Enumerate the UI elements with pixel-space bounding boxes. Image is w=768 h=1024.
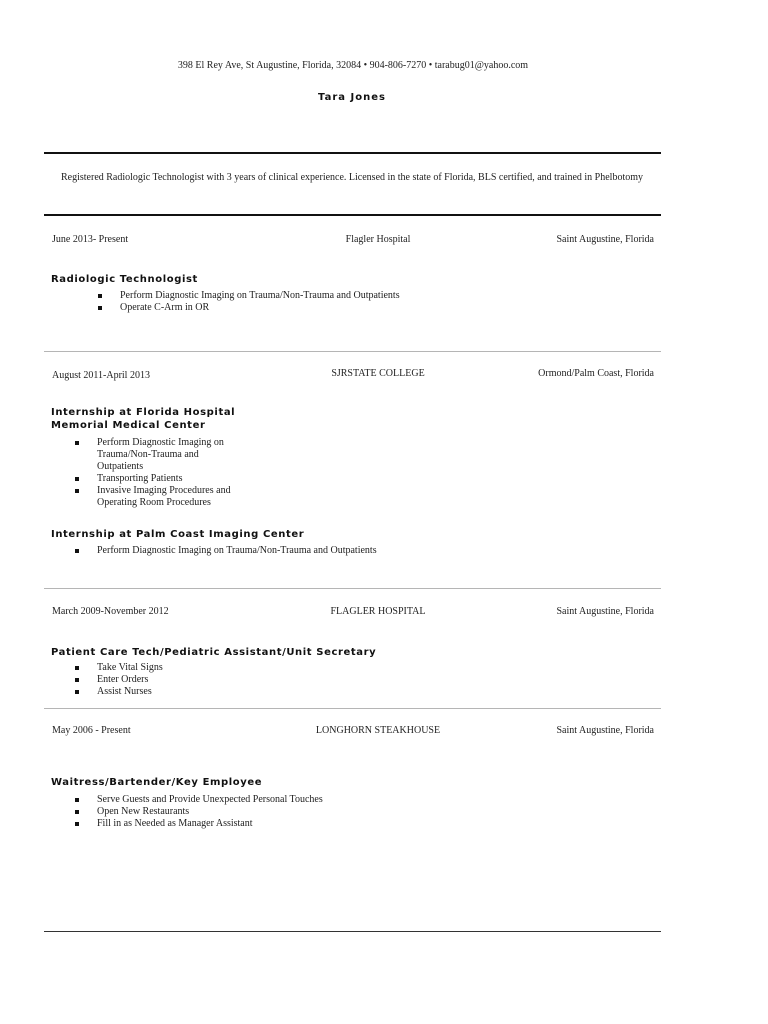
bullet-icon [75,678,79,682]
list-item: Perform Diagnostic Imaging on Trauma/Non-Trauma and Outpatients [75,437,232,473]
divider [44,152,661,154]
bullet-icon [75,690,79,694]
bullet-icon [75,549,79,553]
list-item: Perform Diagnostic Imaging on Trauma/Non-Trauma and Outpatients [98,290,400,302]
job-title: Internship at Florida Hospital [51,407,236,418]
divider [44,351,661,352]
bullet-icon [75,798,79,802]
organization: FLAGLER HOSPITAL [330,606,426,617]
job-title: Radiologic Technologist [51,274,198,285]
bullet-icon [75,489,79,493]
dates: May 2006 - Present [52,725,131,736]
bullet-icon [75,666,79,670]
dates: August 2011-April 2013 [52,370,150,381]
list-item: Fill in as Needed as Manager Assistant [75,818,323,830]
bullet-icon [75,810,79,814]
duty-list [75,545,377,557]
bullet-icon [75,441,79,445]
list-item: Serve Guests and Provide Unexpected Personal Touches [75,794,323,806]
location: Ormond/Palm Coast, Florida [538,368,654,379]
job-title: Patient Care Tech/Pediatric Assistant/Unit Secretary [51,647,377,658]
divider [44,214,661,216]
list-item: Transporting Patients [75,473,232,485]
bullet-icon [75,822,79,826]
dates: June 2013- Present [52,234,129,245]
location: Saint Augustine, Florida [556,725,654,736]
job-title: Internship at Palm Coast Imaging Center [51,529,305,540]
duty-list [75,662,163,698]
list-item: Enter Orders [75,674,163,686]
location: Saint Augustine, Florida [556,606,654,617]
location: Saint Augustine, Florida [556,234,654,245]
bullet-icon [98,306,102,310]
duty-list [75,794,323,830]
contact-line: 398 El Rey Ave, St Augustine, Florida, 32084 • 904-806-7270 • tarabug01@yahoo.com [177,60,529,71]
list-item: Invasive Imaging Procedures and Operating Room Procedures [75,485,232,509]
job-title: Waitress/Bartender/Key Employee [51,777,263,788]
list-item: Perform Diagnostic Imaging on Trauma/Non-Trauma and Outpatients [75,545,377,557]
organization: SJRSTATE COLLEGE [331,368,425,379]
candidate-name: Tara Jones [318,92,386,103]
duty-list [75,437,232,509]
divider [44,931,661,932]
divider [44,588,661,589]
organization: LONGHORN STEAKHOUSE [315,725,441,736]
list-item: Operate C-Arm in OR [98,302,400,314]
bullet-icon [98,294,102,298]
summary: Registered Radiologic Technologist with 3 years of clinical experience. Licensed in the state of Florida, BLS certified, and trained in Phelbotomy [60,172,644,183]
list-item: Take Vital Signs [75,662,163,674]
bullet-icon [75,477,79,481]
divider [44,708,661,709]
duty-list [98,290,400,314]
job-title: Memorial Medical Center [51,420,206,431]
dates: March 2009-November 2012 [52,606,169,617]
organization: Flagler Hospital [345,234,411,245]
list-item: Assist Nurses [75,686,163,698]
list-item: Open New Restaurants [75,806,323,818]
